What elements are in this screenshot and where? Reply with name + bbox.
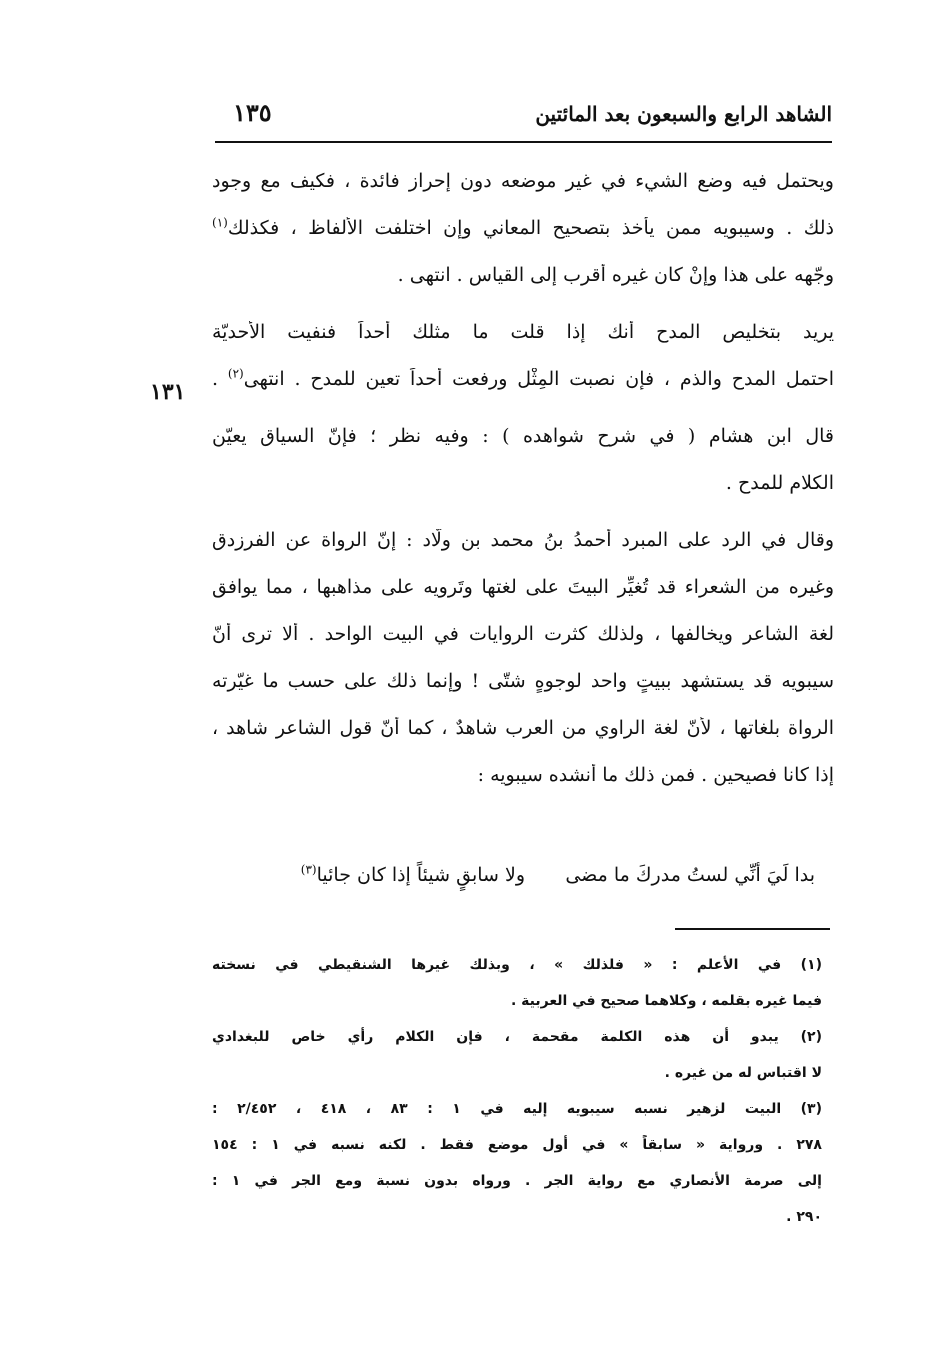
text-line: إذا كانا فصيحين . فمن ذلك ما أنشده سيبويه :	[477, 764, 834, 786]
footnote-mark: (٢)	[227, 368, 244, 381]
footnote-line: (٣) البيت لزهير نسبه سيبويه إليه في ١ : ٨٣ ، ٤١٨ ، ٢/٤٥٢ :	[212, 1101, 822, 1117]
footnote-line: لا اقتباس له من غيره .	[664, 1065, 822, 1081]
text-line: قال ابن هشام ( في شرح شواهده ) : وفيه نظر ؛ فإنّ السياق يعيّن	[212, 425, 834, 447]
footnote-rule	[675, 928, 830, 930]
text-line: سيبويه قد يستشهد ببيتٍ واحد لوجوهٍ شتّى ! وإنما ذلك على حسب ما غيّرته	[212, 670, 834, 692]
footnote-line: فيما غيره بقلمه ، وكلاهما صحيح في العربية .	[510, 993, 822, 1009]
footnote-line: ٢٧٨ . ورواية « سابقاً » في أول موضع فقط . لكنه نسبه في ١ : ١٥٤	[212, 1137, 822, 1153]
text-line: ذلك . وسيبويه ممن يأخذ بتصحيح المعاني وإن اختلفت الألفاظ ، فكذلك$^{(١)}$	[212, 217, 834, 239]
footnote-line: (٢) يبدو أن هذه الكلمة مقحمة ، فإن الكلام رأي خاص للبغدادي	[212, 1029, 822, 1045]
running-title: الشاهد الرابع والسبعون بعد المائتين	[535, 102, 832, 126]
text-line: يريد بتخليص المدح أنك إذا قلت ما مثلك أحداً فنفيت الأحديّة	[212, 321, 834, 343]
footnote-line: ٢٩٠ .	[786, 1209, 822, 1225]
text-line: ويحتمل فيه وضع الشيء في غير موضعه دون إحراز فائدة ، فكيف مع وجود	[212, 170, 834, 192]
text-line: الرواة بلغاتها ، لأنّ لغة الراوي من العرب شاهدٌ ، كما أنّ قول الشاعر شاهد ،	[212, 717, 834, 739]
text-line: وغيره من الشعراء قد تُغيِّر البيتَ على لغتها وتَرويه على مذاهبها ، مما يوافق	[212, 576, 834, 598]
footnotes	[212, 955, 822, 1243]
page-number: ١٣٥	[233, 98, 272, 127]
footnote-line: (١) في الأعلم : « فلذلك » ، وبذلك غيرها الشنقيطي في نسخته	[212, 957, 822, 973]
footnote-mark: (١)	[212, 217, 228, 230]
footnote-line: إلى صرمة الأنصاري مع رواية الجر . ورواه بدون نسبة ومع الجر في ١ :	[212, 1173, 822, 1189]
footnote-mark: (٣)	[300, 862, 317, 877]
text-line: لغة الشاعر ويخالفها ، ولذلك كثرت الروايات في البيت الواحد . ألا ترى أنّ	[212, 623, 834, 645]
header-rule	[215, 141, 832, 143]
text-line: الكلام للمدح .	[725, 472, 834, 494]
running-header	[215, 96, 832, 138]
text-line: وقال في الرد على المبرد أحمدُ بنُ محمد بن ولّاد : إنّ الرواة عن الفرزدق	[212, 529, 834, 551]
text-line: وجّهه على هذا وإنْ كان غيره أقرب إلى القياس . انتهى .	[397, 264, 834, 286]
main-text	[212, 170, 834, 811]
margin-reference-number: ١٣١	[150, 379, 186, 405]
text-line: احتمل المدح والذم ، فإن نصبت المِثْل ورفعت أحداً تعين للمدح . انتهى$^{(٢)}$ .	[212, 368, 834, 390]
poetry-verse	[215, 855, 815, 895]
verse-second-hemistich: ولا سابقٍ شيئاً إذا كان جائيا$^{(٣)}$	[300, 862, 525, 886]
verse-first-hemistich: بدا لَيَ أنِّي لستُ مدركَ ما مضى	[565, 864, 815, 886]
